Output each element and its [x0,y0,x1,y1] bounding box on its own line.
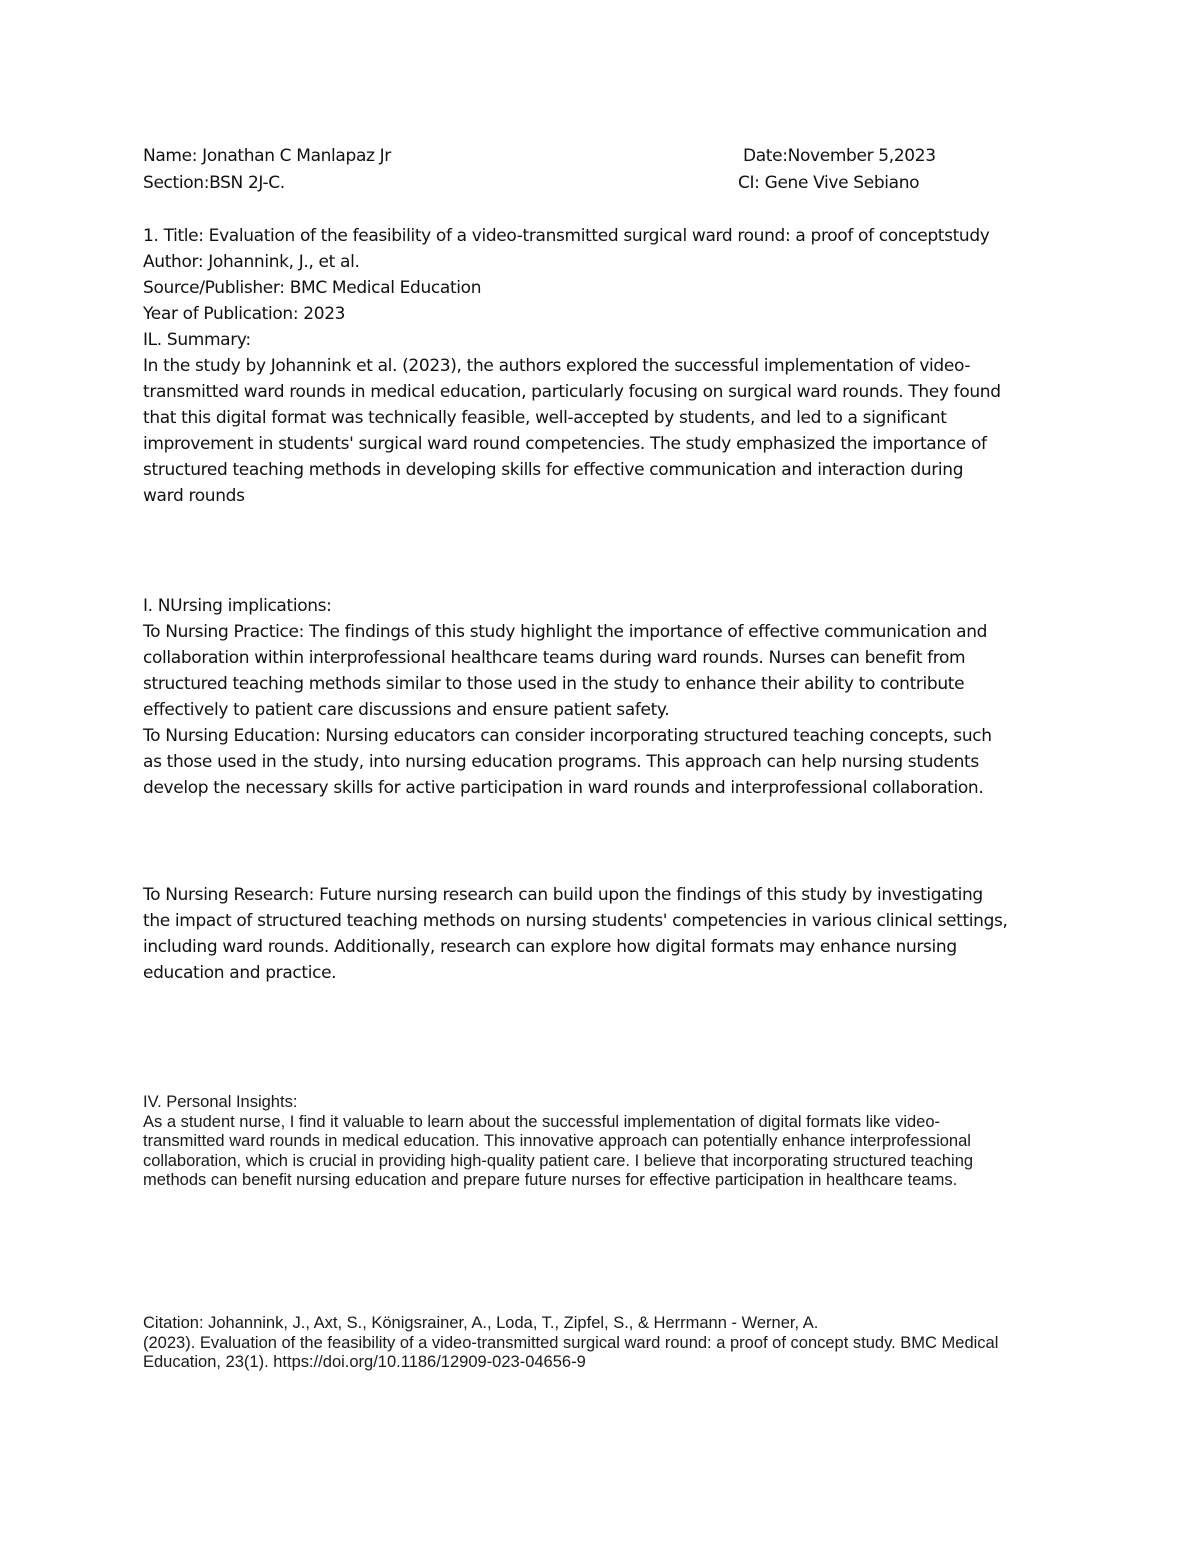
research-line: including ward rounds. Additionally, research can explore how digital formats may enhance nursing [143,937,957,957]
insights-heading: IV. Personal Insights: [143,1093,298,1111]
implications-block [143,593,1073,801]
clinical-instructor: CI: Gene Vive Sebiano [738,173,920,193]
citation-line: Citation: Johannink, J., Axt, S., Königsrainer, A., Loda, T., Zipfel, S., & Herrmann - Werner, A. [143,1314,819,1332]
insights-line: As a student nurse, I find it valuable to learn about the successful implementation of digital formats like video- [143,1112,941,1131]
reference-block [143,223,1073,509]
insights-line: methods can benefit nursing education and prepare future nurses for effective participation in healthcare teams. [143,1171,958,1189]
education-line: as those used in the study, into nursing education programs. This approach can help nursing students [143,752,979,772]
summary-line: In the study by Johannink et al. (2023), the authors explored the successful implementation of video- [143,356,971,376]
article-year: Year of Publication: 2023 [143,304,346,324]
summary-line: that this digital format was technically feasible, well-accepted by students, and led to a significant [143,408,947,428]
submission-date: Date:November 5,2023 [743,146,936,166]
research-line: To Nursing Research: Future nursing research can build upon the findings of this study by investigating [143,885,983,905]
insights-line: transmitted ward rounds in medical education. This innovative approach can potentially enhance interprofessional [143,1132,971,1150]
summary-line: structured teaching methods in developing skills for effective communication and interaction during [143,460,964,480]
article-source: Source/Publisher: BMC Medical Education [143,278,482,298]
insights-block [143,1093,1073,1191]
research-block [143,882,1073,986]
citation-line: (2023). Evaluation of the feasibility of a video-transmitted surgical ward round: a proof of concept study. BMC Medical [143,1333,999,1352]
education-line: develop the necessary skills for active participation in ward rounds and interprofessional collaboration. [143,778,984,798]
research-line: the impact of structured teaching methods on nursing students' competencies in various clinical settings, [143,911,1008,931]
practice-line: To Nursing Practice: The findings of this study highlight the importance of effective communication and [143,622,988,642]
summary-heading: IL. Summary: [143,330,251,350]
student-name: Name: Jonathan C Manlapaz Jr [143,146,391,166]
article-author: Author: Johannink, J., et al. [143,252,360,272]
implications-heading: I. NUrsing implications: [143,596,332,616]
section-label: Section:BSN 2J-C. [143,173,285,193]
research-line: education and practice. [143,963,337,983]
education-line: To Nursing Education: Nursing educators can consider incorporating structured teaching concepts, such [143,726,992,746]
summary-line: transmitted ward rounds in medical education, particularly focusing on surgical ward rounds. They found [143,382,1001,402]
practice-line: collaboration within interprofessional healthcare teams during ward rounds. Nurses can benefit from [143,648,966,668]
summary-line: improvement in students' surgical ward round competencies. The study emphasized the importance of [143,434,987,454]
insights-line: collaboration, which is crucial in providing high-quality patient care. I believe that incorporating structured teaching [143,1151,974,1170]
practice-line: structured teaching methods similar to those used in the study to enhance their ability to contribute [143,674,965,694]
practice-line: effectively to patient care discussions and ensure patient safety. [143,700,670,720]
summary-line: ward rounds [143,486,245,506]
citation-line: Education, 23(1). https://doi.org/10.1186/12909-023-04656-9 [143,1353,586,1371]
citation-block [143,1314,1073,1373]
article-title: 1. Title: Evaluation of the feasibility of a video-transmitted surgical ward round: a proof of conceptstudy [143,226,990,246]
